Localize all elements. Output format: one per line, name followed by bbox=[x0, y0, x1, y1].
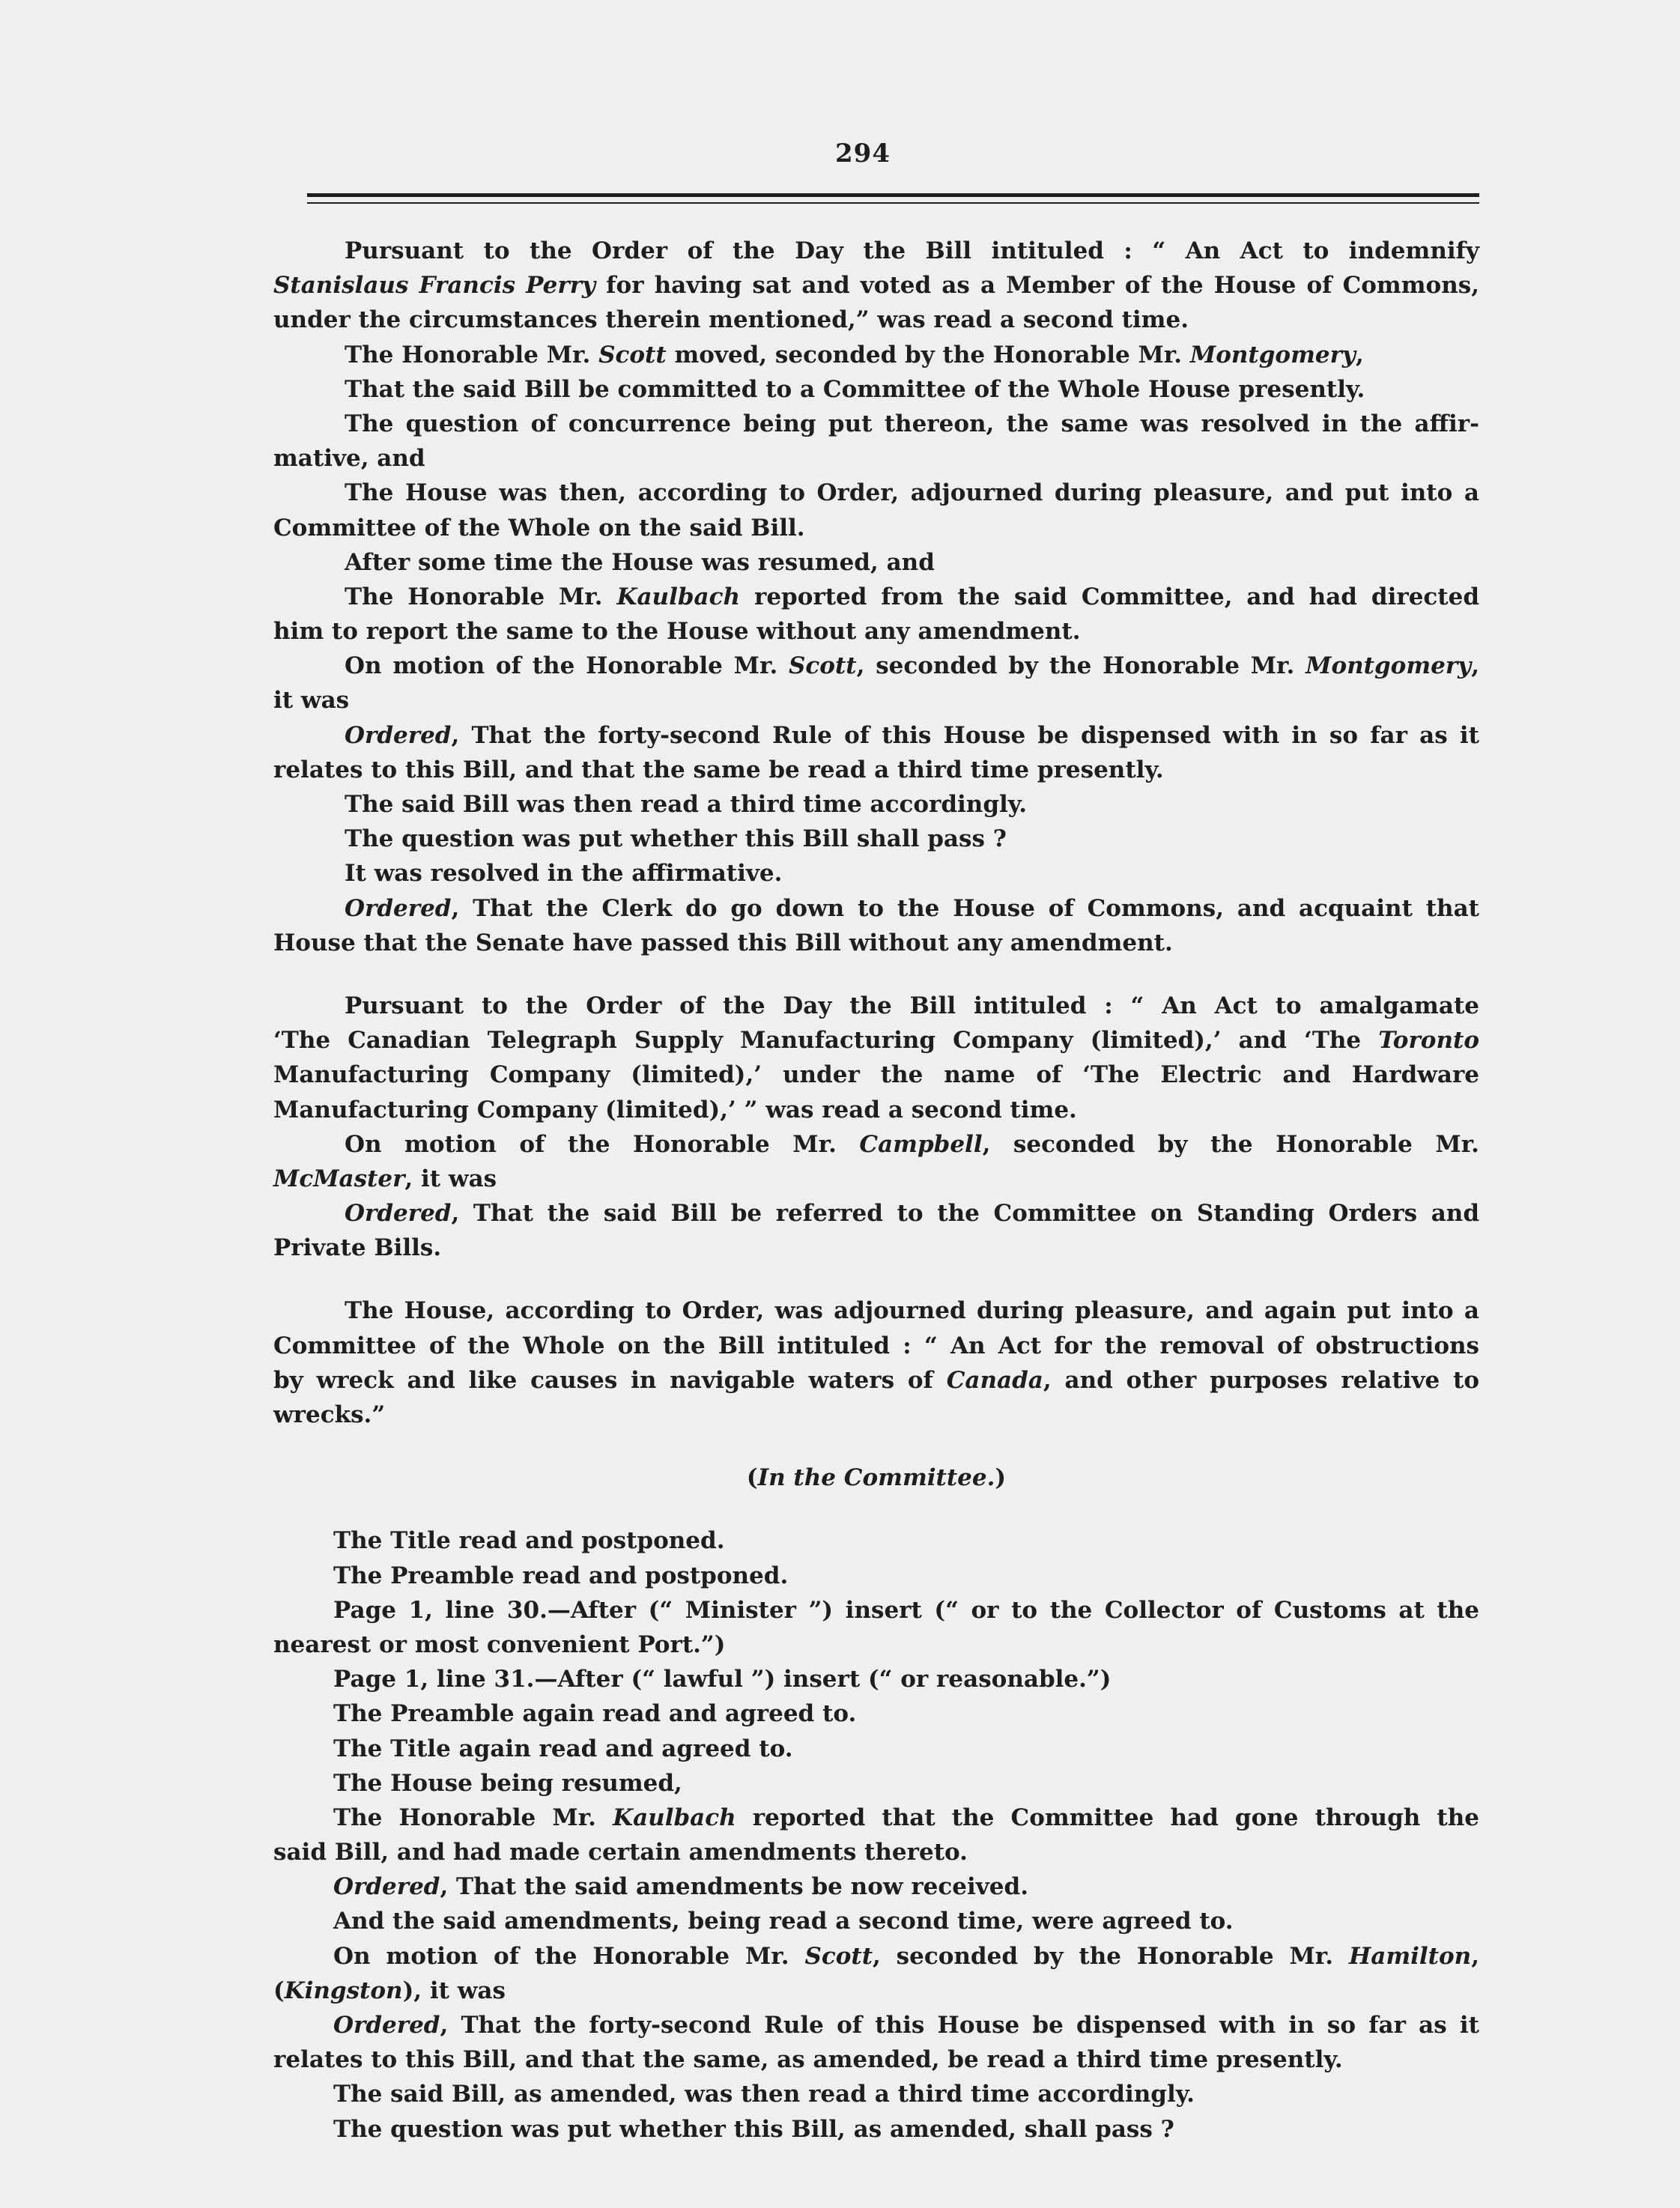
text-line: Committee of the Whole on the said Bill. bbox=[273, 514, 805, 542]
text-line: The Honorable Mr. Kaulbach reported that the Committee had gone through the bbox=[333, 1804, 1480, 1831]
text-line: The said Bill, as amended, was then read a third time accordingly. bbox=[333, 2081, 1195, 2108]
text-line: by wreck and like causes in navigable waters of Canada, and other purposes relative to bbox=[273, 1366, 1480, 1394]
text-line: The House was then, according to Order, adjourned during pleasure, and put into a bbox=[345, 479, 1479, 507]
text-line: Stanislaus Francis Perry for having sat and voted as a Member of the House of Commons, bbox=[273, 272, 1479, 300]
header-rule-thick bbox=[307, 193, 1479, 197]
text-line: (In the Committee.) bbox=[746, 1464, 1007, 1492]
text-line: relates to this Bill, and that the same, as amended, be read a third time presently. bbox=[273, 2046, 1343, 2074]
text-line: The question was put whether this Bill shall pass ? bbox=[345, 825, 1007, 853]
paragraph-gap bbox=[273, 960, 1479, 989]
paragraph-gap bbox=[273, 1265, 1479, 1293]
text-line: The question of concurrence being put thereon, the same was resolved in the affir- bbox=[345, 410, 1479, 437]
text-line: The Preamble read and postponed. bbox=[333, 1562, 789, 1589]
text-line: The Title again read and agreed to. bbox=[333, 1735, 793, 1762]
text-line: ‘The Canadian Telegraph Supply Manufacturing Company (limited),’ and ‘The Toronto bbox=[273, 1027, 1479, 1055]
text-line: Private Bills. bbox=[273, 1234, 442, 1262]
text-line: it was bbox=[273, 687, 350, 715]
paragraph-gap bbox=[273, 1495, 1479, 1523]
text-line: The Honorable Mr. Kaulbach reported from the said Committee, and had directed bbox=[345, 583, 1480, 610]
text-line: On motion of the Honorable Mr. Scott, seconded by the Honorable Mr. Hamilton, bbox=[333, 1942, 1479, 1970]
document-body bbox=[273, 234, 1479, 2147]
text-line: The said Bill was then read a third time accordingly. bbox=[345, 791, 1028, 818]
text-line: Pursuant to the Order of the Day the Bill intituled : “ An Act to indemnify bbox=[345, 237, 1479, 264]
text-line: Ordered, That the said Bill be referred to the Committee on Standing Orders and bbox=[345, 1200, 1479, 1228]
paragraph-gap bbox=[273, 1432, 1479, 1461]
text-line: Ordered, That the forty-second Rule of this House be dispensed with in so far as it bbox=[333, 2012, 1479, 2039]
text-line: mative, and bbox=[273, 445, 425, 473]
text-line: (Kingston), it was bbox=[273, 1977, 506, 2004]
text-line: The Honorable Mr. Scott moved, seconded by the Honorable Mr. Montgomery, bbox=[345, 341, 1364, 368]
header-rule-thin bbox=[307, 202, 1479, 204]
text-line: Page 1, line 30.—After (“ Minister ”) insert (“ or to the Collector of Customs at the bbox=[333, 1596, 1479, 1624]
text-line: And the said amendments, being read a second time, were agreed to. bbox=[333, 1908, 1234, 1935]
text-line: On motion of the Honorable Mr. Scott, seconded by the Honorable Mr. Montgomery, bbox=[345, 652, 1479, 680]
text-line: him to report the same to the House without any amendment. bbox=[273, 618, 1081, 646]
text-line: It was resolved in the affirmative. bbox=[345, 860, 783, 888]
text-line: Committee of the Whole on the Bill intituled : “ An Act for the removal of obstructions bbox=[273, 1332, 1479, 1359]
text-line: The House being resumed, bbox=[333, 1769, 682, 1797]
text-line: said Bill, and had made certain amendments thereto. bbox=[273, 1839, 968, 1866]
text-line: Ordered, That the said amendments be now received. bbox=[333, 1873, 1028, 1901]
text-line: Ordered, That the forty-second Rule of this House be dispensed with in so far as it bbox=[345, 721, 1479, 749]
text-line: nearest or most convenient Port.”) bbox=[273, 1631, 726, 1658]
page-number: 294 bbox=[835, 139, 891, 169]
text-line: relates to this Bill, and that the same be read a third time presently. bbox=[273, 756, 1164, 783]
text-line: Page 1, line 31.—After (“ lawful ”) insert (“ or reasonable.”) bbox=[333, 1666, 1112, 1693]
text-line: wrecks.” bbox=[273, 1401, 386, 1428]
text-line: Manufacturing Company (limited),’ under the name of ‘The Electric and Hardware bbox=[273, 1061, 1479, 1089]
text-line: Manufacturing Company (limited),’ ” was read a second time. bbox=[273, 1096, 1077, 1123]
text-line: The House, according to Order, was adjourned during pleasure, and again put into a bbox=[345, 1297, 1479, 1325]
text-line: Pursuant to the Order of the Day the Bill intituled : “ An Act to amalgamate bbox=[345, 992, 1479, 1019]
text-line: After some time the House was resumed, and bbox=[345, 548, 935, 576]
text-line: The Title read and postponed. bbox=[333, 1527, 725, 1555]
text-line: Ordered, That the Clerk do go down to the House of Commons, and acquaint that bbox=[345, 894, 1479, 922]
text-line: That the said Bill be committed to a Committee of the Whole House presently. bbox=[345, 375, 1365, 403]
text-line: The Preamble again read and agreed to. bbox=[333, 1700, 857, 1728]
text-line: McMaster, it was bbox=[273, 1165, 497, 1192]
text-line: On motion of the Honorable Mr. Campbell, seconded by the Honorable Mr. bbox=[345, 1130, 1479, 1158]
text-line: The question was put whether this Bill, as amended, shall pass ? bbox=[333, 2115, 1174, 2143]
text-line: under the circumstances therein mentioned,” was read a second time. bbox=[273, 306, 1189, 334]
text-line: House that the Senate have passed this Bill without any amendment. bbox=[273, 929, 1173, 956]
